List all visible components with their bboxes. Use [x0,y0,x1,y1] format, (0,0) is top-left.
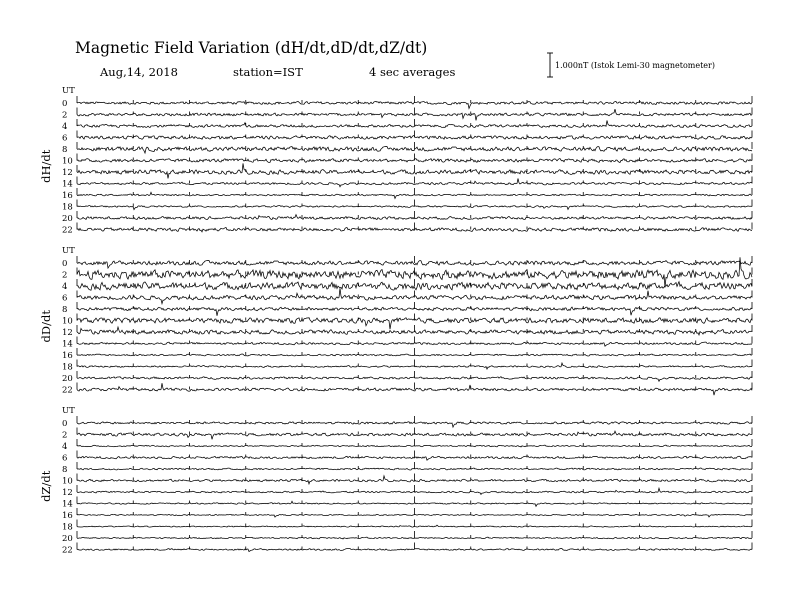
row-label: 6 [62,293,68,304]
row-label: 4 [62,442,68,452]
chart-title: Magnetic Field Variation (dH/dt,dD/dt,dZ/dt) [75,39,428,57]
panel-label-dD-dt: dD/dt [39,310,53,343]
row-label: 20 [62,374,73,384]
row-label: 22 [62,385,73,396]
row-label: 12 [62,328,73,338]
panel-label-dH-dt: dH/dt [39,149,53,183]
row-label: 16 [62,351,73,361]
row-label: 18 [62,522,73,533]
row-label: 14 [62,339,73,350]
row-label: 2 [62,110,68,121]
row-label: 20 [62,214,73,224]
row-label: 0 [62,259,68,269]
averaging-label: 4 sec averages [369,65,456,79]
row-label: 12 [62,168,73,178]
scale-bar-label: 1.000nT (Istok Lemi-30 magnetometer) [555,61,715,70]
row-label: 14 [62,499,73,510]
row-label: 2 [62,270,68,281]
row-label: 12 [62,488,73,498]
ut-label: UT [62,86,75,96]
row-label: 16 [62,511,73,521]
station-label: station=IST [233,65,303,79]
row-label: 10 [62,156,73,167]
row-label: 0 [62,99,68,109]
row-label: 22 [62,545,73,556]
row-label: 4 [62,122,68,132]
row-label: 10 [62,316,73,327]
row-label: 8 [62,465,68,475]
row-label: 18 [62,202,73,213]
row-label: 0 [62,419,68,429]
row-label: 4 [62,282,68,292]
ut-label: UT [62,246,75,256]
row-label: 18 [62,362,73,373]
row-label: 10 [62,476,73,487]
row-label: 16 [62,191,73,201]
row-label: 8 [62,145,68,155]
date-label: Aug,14, 2018 [100,65,178,79]
row-label: 6 [62,133,68,144]
row-label: 20 [62,534,73,544]
row-label: 14 [62,179,73,190]
panel-label-dZ-dt: dZ/dt [39,470,53,502]
ut-label: UT [62,406,75,416]
row-label: 8 [62,305,68,315]
row-label: 2 [62,430,68,441]
row-label: 6 [62,453,68,464]
row-label: 22 [62,225,73,236]
